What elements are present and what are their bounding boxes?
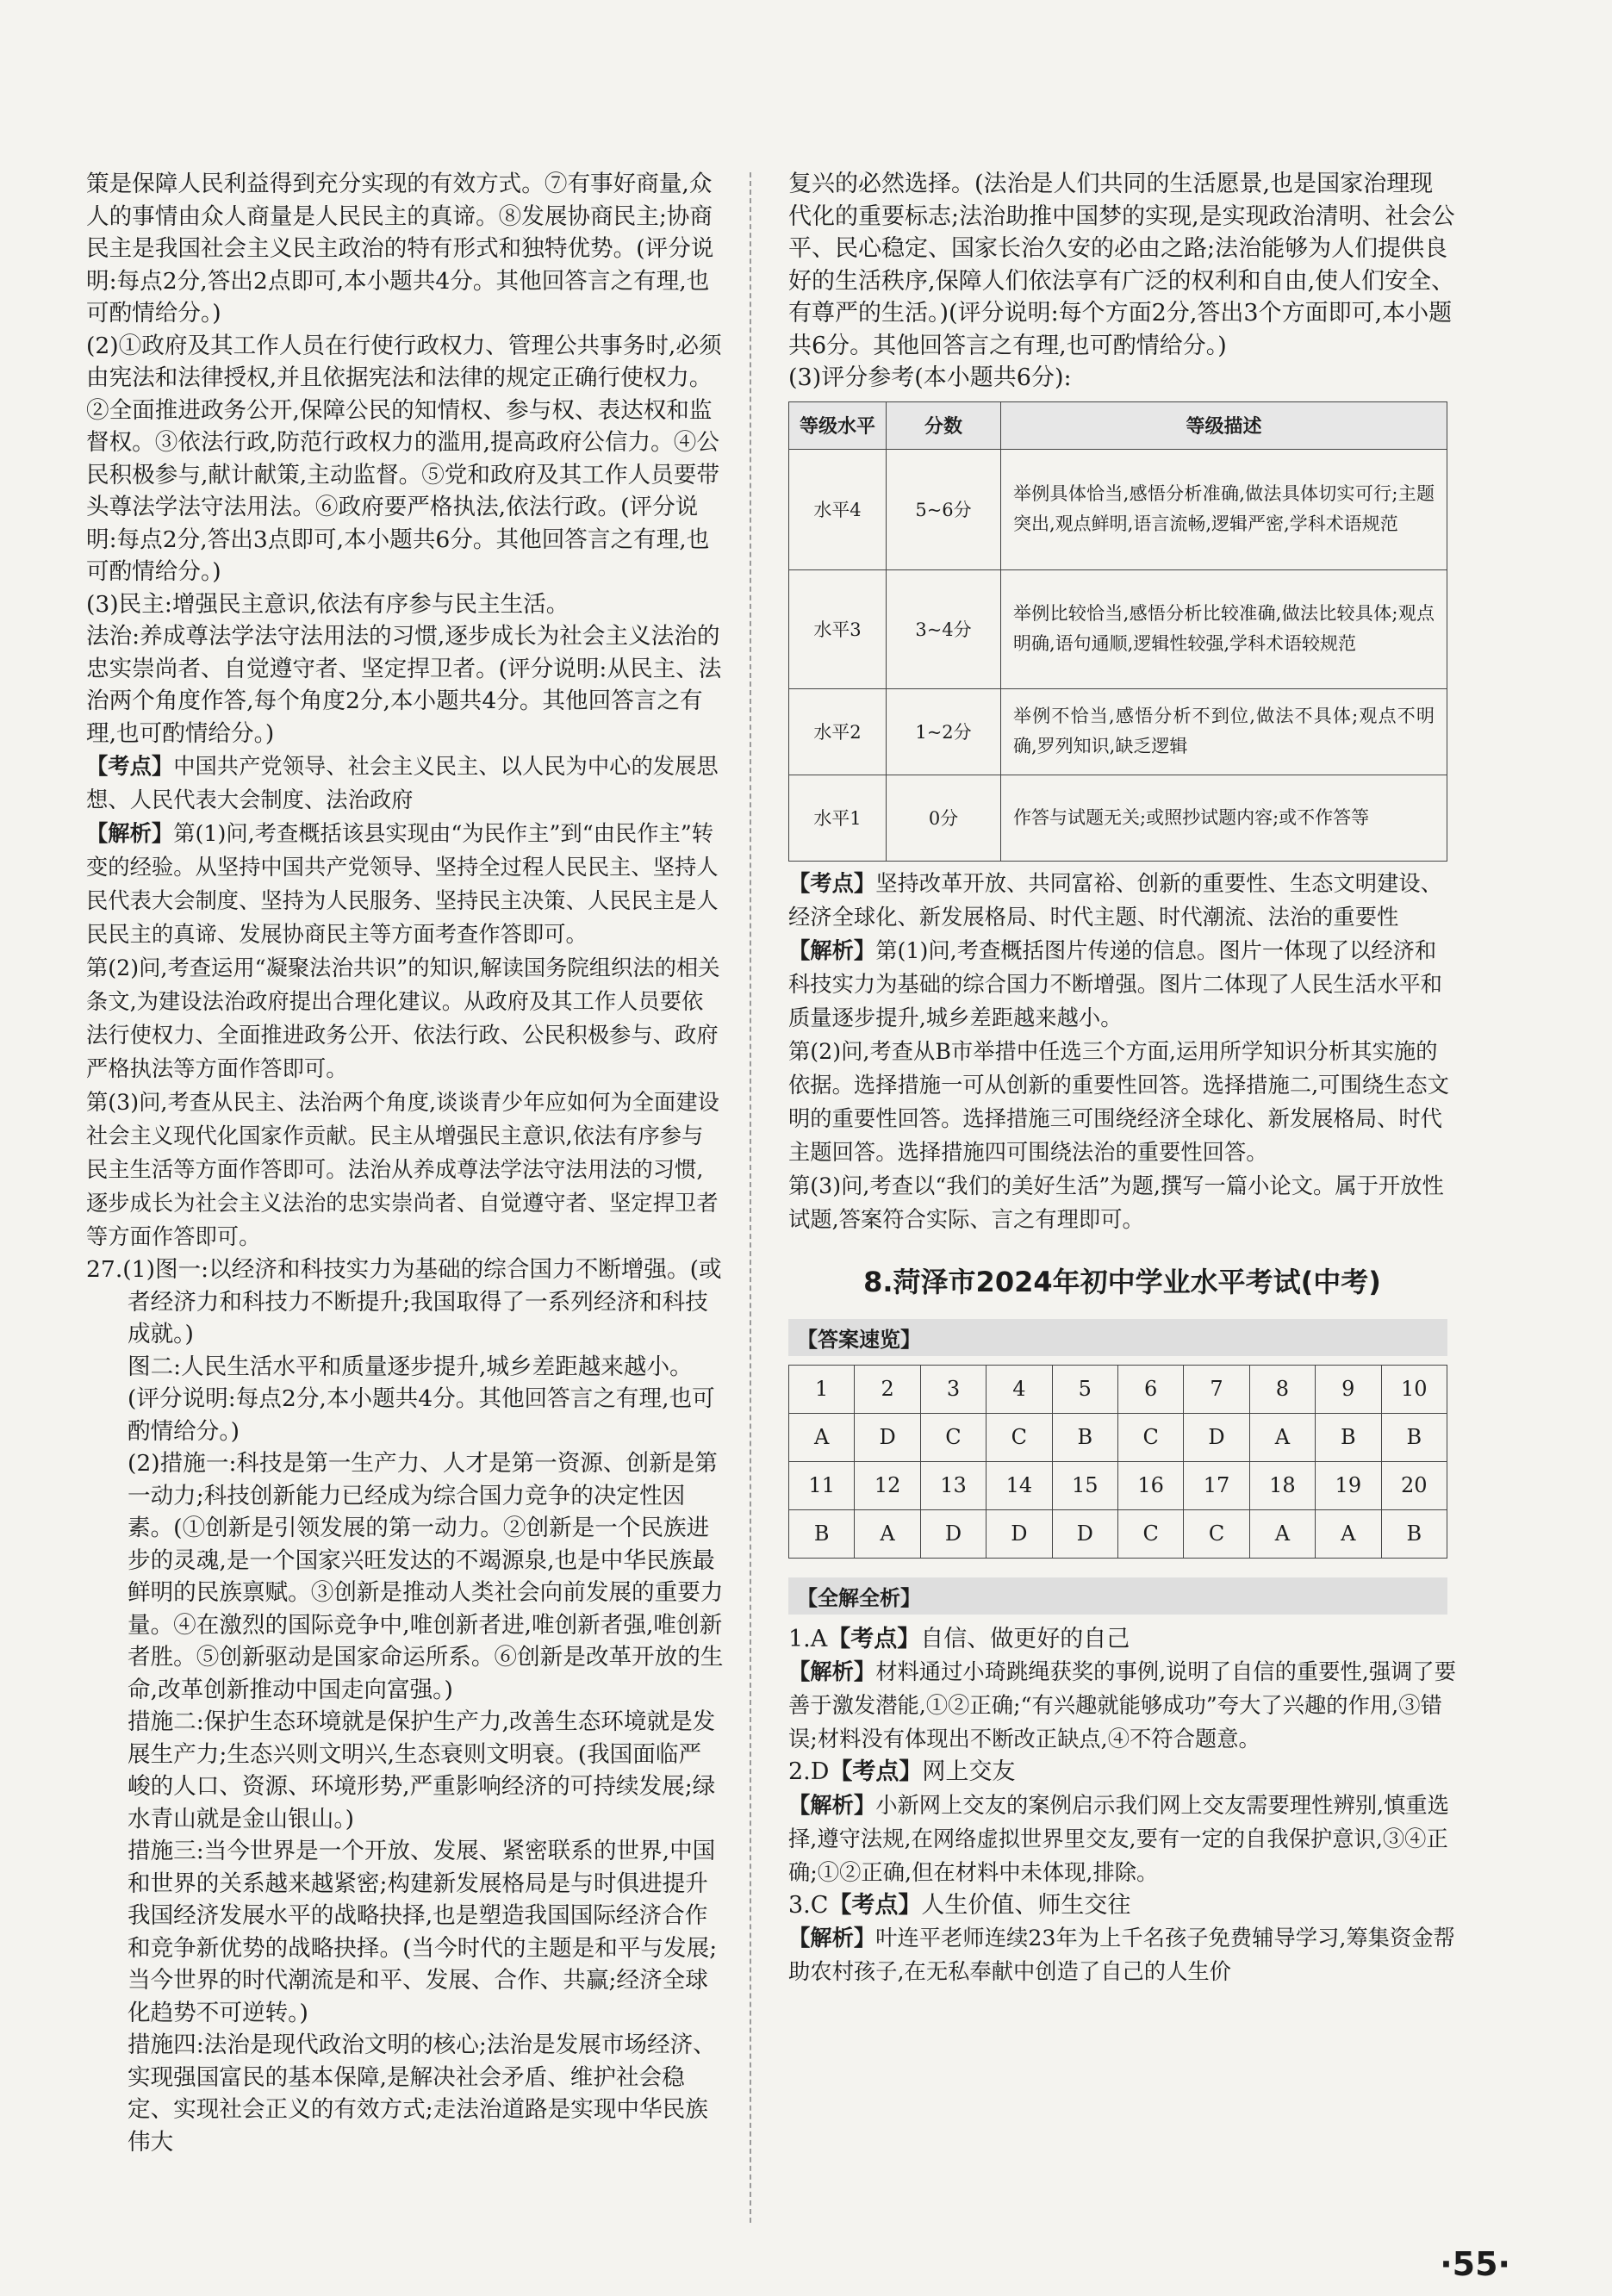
answer-cell: B <box>789 1509 855 1558</box>
answer-cell: A <box>1316 1509 1381 1558</box>
answer-cell: C <box>1184 1509 1249 1558</box>
paragraph-text: (2)①政府及其工作人员在行使行政权力、管理公共事务时,必须由宪法和法律授权,并且依据宪法和法律的规定正确行使权力。②全面推进政务公开,保障公民的知情权、参与权、表达权和监督权。③依法行政,防范行政权力的滥用,提高政府公信力。④公民积极参与,献计献策,主动监督。⑤党和政府及其工作人员要带头尊法学法守法用法。⑥政府要严格执法,依法行政。(评分说明:每点2分,答出3点即可,本小题共6分。其他回答言之有理,也可酌情给分。) <box>86 332 722 585</box>
topic-text: 网上交友 <box>922 1758 1016 1785</box>
answer-row <box>789 1365 1447 1413</box>
score-cell: 5~6分 <box>887 449 1001 569</box>
paragraph-text: (2)措施一:科技是第一生产力、人才是第一资源、创新是第一动力;科技创新能力已经成为综合国力竞争的决定性因素。(①创新是引领发展的第一动力。②创新是一个民族进步的灵魂,是一个国家兴旺发达的不竭源泉,也是中华民族最鲜明的民族禀赋。③创新是推动人类社会向前发展的重要力量。④在激烈的国际竞争中,唯创新者进,唯创新者强,唯创新者胜。⑤创新驱动是国家命运所系。⑥创新是改革开放的生命,改革创新推动中国走向富强。) <box>128 1450 724 1703</box>
paragraph-text: 措施二:保护生态环境就是保护生产力,改善生态环境就是发展生产力;生态兴则文明兴,生态衰则文明衰。(我国面临严峻的人口、资源、环境形势,严重影响经济的可持续发展;绿水青山就是金山银山。) <box>128 1708 716 1832</box>
analysis-item <box>788 1756 1456 1889</box>
topic-text: 人生价值、师生交往 <box>921 1891 1131 1919</box>
item-topic-line <box>788 1623 1456 1656</box>
paragraph-text: (3)民主:增强民主意识,依法有序参与民主生活。 <box>86 590 569 618</box>
item-analysis-line <box>788 1789 1456 1889</box>
table-row <box>789 775 1447 861</box>
grading-table <box>788 401 1447 862</box>
answer-row <box>789 1461 1447 1509</box>
paragraph: 复兴的必然选择。(法治是人们共同的生活愿景,也是国家治理现代化的重要标志;法治助推中国梦的实现,是实现政治清明、社会公平、民心稳定、国家长治久安的必由之路;法治能够为人们提供良好的生活秩序,保障人们依法享有广泛的权利和自由,使人们安全、有尊严的生活。)(评分说明:每个方面2分,答出3个方面即可,本小题共6分。其他回答言之有理,也可酌情给分。) <box>788 171 1455 359</box>
answer-cell: 8 <box>1249 1365 1315 1413</box>
analysis-tag: 【解析】 <box>788 1925 876 1951</box>
answer-overview-heading: 【答案速览】 <box>788 1319 1447 1356</box>
analysis-item <box>788 1623 1456 1757</box>
question-27-answer <box>86 1254 724 2158</box>
paragraph-text: 第(1)问,考查概括图片传递的信息。图片一体现了以经济和科技实力为基础的综合国力不断增强。图片二体现了人民生活水平和质量逐步提升,城乡差距越来越小。 <box>788 937 1442 1030</box>
table-header: 等级描述 <box>1001 401 1447 449</box>
paragraph <box>788 1169 1456 1236</box>
score-cell: 1~2分 <box>887 688 1001 775</box>
answer-cell: D <box>986 1509 1052 1558</box>
paragraph-text: 第(2)问,考查运用“凝聚法治共识”的知识,解读国务院组织法的相关条文,为建设法治政府提出合理化建议。从政府及其工作人员要依法行使权力、全面推进政务公开、依法行政、公民积极参与、政府严格执法等方面作答即可。 <box>86 955 720 1081</box>
answer-cell: D <box>855 1413 920 1461</box>
answer-cell: D <box>1184 1413 1249 1461</box>
answer-cell: 13 <box>920 1461 986 1509</box>
paragraph-text: (1)图一:以经济和科技实力为基础的综合国力不断增强。(或者经济力和科技力不断提升;我国取得了一系列经济和科技成就。) <box>122 1256 722 1347</box>
answer-cell: C <box>986 1413 1052 1461</box>
level-cell: 水平2 <box>789 688 887 775</box>
paragraph: (3)评分参考(本小题共6分): <box>788 364 1072 391</box>
paragraph-text: 坚持改革开放、共同富裕、创新的重要性、生态文明建设、经济全球化、新发展格局、时代主题、时代潮流、法治的重要性 <box>788 870 1442 930</box>
paragraph <box>86 330 724 588</box>
item-number: 3.C <box>788 1891 829 1919</box>
analysis-text: 材料通过小琦跳绳获奖的事例,说明了自信的重要性,强调了要善于激发潜能,①②正确;“有兴趣就能够成功”夸大了兴趣的作用,③错误;材料没有体现出不断改正缺点,④不符合题意。 <box>788 1659 1457 1752</box>
analysis-item <box>788 1889 1456 1989</box>
answer-cell: C <box>1117 1413 1183 1461</box>
paragraph <box>86 168 724 330</box>
item-number: 1.A <box>788 1625 828 1652</box>
paragraph <box>86 2029 724 2158</box>
page-number: ·55· <box>1440 2245 1510 2283</box>
paragraph <box>86 1254 724 1351</box>
answer-table <box>788 1365 1447 1559</box>
score-cell: 0分 <box>887 775 1001 861</box>
answer-cell: 2 <box>855 1365 920 1413</box>
answer-cell: A <box>855 1509 920 1558</box>
paragraph-text: 第(2)问,考查从B市举措中任选三个方面,运用所学知识分析其实施的依据。选择措施一可从创新的重要性回答。选择措施二,可围绕生态文明的重要性回答。选择措施三可围绕经济全球化、新发展格局、时代主题回答。选择措施四可围绕法治的重要性回答。 <box>788 1038 1449 1165</box>
item-number: 2.D <box>788 1758 830 1785</box>
analysis-tag: 【解析】 <box>788 1658 876 1684</box>
paragraph-text: 法治:养成尊法学法守法用法的习惯,逐步成长为社会主义法治的忠实崇尚者、自觉遵守者、坚定捍卫者。(评分说明:从民主、法治两个角度作答,每个角度2分,本小题共4分。其他回答言之有理,也可酌情给分。) <box>86 623 722 747</box>
item-topic-line <box>788 1756 1456 1789</box>
level-cell: 水平1 <box>789 775 887 861</box>
answer-cell: 3 <box>920 1365 986 1413</box>
left-column <box>86 168 724 2158</box>
description-cell: 举例具体恰当,感悟分析准确,做法具体切实可行;主题突出,观点鲜明,语言流畅,逻辑严密,学科术语规范 <box>1001 449 1447 569</box>
paragraph <box>788 867 1456 934</box>
topic-tag: 【考点】 <box>828 1891 922 1919</box>
answer-cell: B <box>1381 1509 1447 1558</box>
item-analysis-line <box>788 1655 1456 1756</box>
answer-cell: 5 <box>1052 1365 1117 1413</box>
section-tag: 【解析】 <box>86 820 174 846</box>
answer-cell: 7 <box>1184 1365 1249 1413</box>
section-title: 8.菏泽市2024年初中学业水平考试(中考) <box>863 1265 1381 1298</box>
score-cell: 3~4分 <box>887 569 1001 688</box>
paragraph <box>86 1351 724 1448</box>
paragraph <box>86 1835 724 2029</box>
paragraph <box>788 1035 1456 1169</box>
paragraph-text: 策是保障人民利益得到充分实现的有效方式。⑦有事好商量,众人的事情由众人商量是人民民主的真谛。⑧发展协商民主;协商民主是我国社会主义民主政治的特有形式和独特优势。(评分说明:每点2分,答出2点即可,本小题共4分。其他回答言之有理,也可酌情给分。) <box>86 171 714 327</box>
question-number: 27. <box>86 1256 123 1283</box>
answer-cell: B <box>1316 1413 1381 1461</box>
topic-tag: 【考点】 <box>827 1625 921 1652</box>
analysis-text: 小新网上交友的案例启示我们网上交友需要理性辨别,慎重选择,遵守法规,在网络虚拟世界里交友,要有一定的自我保护意识,③④正确;①②正确,但在材料中未体现,排除。 <box>788 1792 1449 1885</box>
answer-cell: 20 <box>1381 1461 1447 1509</box>
table-header: 分数 <box>887 401 1001 449</box>
paragraph-text: 第(1)问,考查概括该县实现由“为民作主”到“由民作主”转变的经验。从坚持中国共产党领导、坚持全过程人民民主、坚持人民代表大会制度、坚持为人民服务、坚持民主决策、人民民主是人民民主的真谛、发展协商民主等方面考查作答即可。 <box>86 821 719 947</box>
answer-cell: 12 <box>855 1461 920 1509</box>
paragraph-text: 第(3)问,考查从民主、法治两个角度,谈谈青少年应如何为全面建设社会主义现代化国家作贡献。民主从增强民主意识,依法有序参与民主生活等方面作答即可。法治从养成尊法学法守法用法的习惯,逐步成长为社会主义法治的忠实崇尚者、自觉遵守者、坚定捍卫者等方面作答即可。 <box>86 1090 719 1249</box>
answer-cell: 15 <box>1052 1461 1117 1509</box>
paragraph <box>86 620 724 750</box>
answer-cell: 6 <box>1117 1365 1183 1413</box>
paragraph <box>86 817 724 951</box>
analysis-tag: 【解析】 <box>788 1791 876 1818</box>
paragraph <box>86 588 724 621</box>
answer-cell: C <box>1117 1509 1183 1558</box>
answer-cell: 1 <box>789 1365 855 1413</box>
answer-cell: D <box>920 1509 986 1558</box>
answer-cell: 10 <box>1381 1365 1447 1413</box>
paragraph <box>86 1706 724 1835</box>
column-divider <box>750 172 751 2223</box>
answer-cell: B <box>1052 1413 1117 1461</box>
topic-text: 自信、做更好的自己 <box>920 1625 1130 1652</box>
paragraph-text: 图二:人民生活水平和质量逐步提升,城乡差距越来越小。(评分说明:每点2分,本小题共4分。其他回答言之有理,也可酌情给分。) <box>128 1353 715 1445</box>
answer-cell: B <box>1381 1413 1447 1461</box>
paragraph <box>788 934 1456 1035</box>
answer-cell: 4 <box>986 1365 1052 1413</box>
answer-cell: 9 <box>1316 1365 1381 1413</box>
item-analysis-line <box>788 1921 1456 1988</box>
paragraph-text: 措施三:当今世界是一个开放、发展、紧密联系的世界,中国和世界的关系越来越紧密;构建新发展格局是与时俱进提升我国经济发展水平的战略抉择,也是塑造我国国际经济合作和竞争新优势的战略抉择。(当今时代的主题是和平与发展;当今世界的时代潮流是和平、发展、合作、共赢;经济全球化趋势不可逆转。) <box>128 1838 718 2026</box>
table-row <box>789 449 1447 569</box>
answer-cell: A <box>1249 1509 1315 1558</box>
answer-cell: 14 <box>986 1461 1052 1509</box>
paragraph-text: 措施四:法治是现代政治文明的核心;法治是发展市场经济、实现强国富民的基本保障,是解决社会矛盾、维护社会稳定、实现社会正义的有效方式;走法治道路是实现中华民族伟大 <box>128 2032 716 2156</box>
description-cell: 举例比较恰当,感悟分析比较准确,做法比较具体;观点明确,语句通顺,逻辑性较强,学科术语较规范 <box>1001 569 1447 688</box>
level-cell: 水平4 <box>789 449 887 569</box>
table-row <box>789 569 1447 688</box>
paragraph <box>86 1447 724 1706</box>
answer-cell: D <box>1052 1509 1117 1558</box>
section-tag: 【解析】 <box>788 936 876 963</box>
paragraph-text: 中国共产党领导、社会主义民主、以人民为中心的发展思想、人民代表大会制度、法治政府 <box>86 754 719 812</box>
paragraph <box>86 951 724 1086</box>
description-cell: 作答与试题无关;或照抄试题内容;或不作答等 <box>1001 775 1447 861</box>
answer-cell: A <box>1249 1413 1315 1461</box>
answer-row <box>789 1509 1447 1558</box>
answer-cell: C <box>920 1413 986 1461</box>
paragraph-text: 第(3)问,考查以“我们的美好生活”为题,撰写一篇小论文。属于开放性试题,答案符合实际、言之有理即可。 <box>788 1173 1444 1232</box>
description-cell: 举例不恰当,感悟分析不到位,做法不具体;观点不明确,罗列知识,缺乏逻辑 <box>1001 688 1447 775</box>
paragraph <box>86 750 724 817</box>
table-header: 等级水平 <box>789 401 887 449</box>
table-row <box>789 688 1447 775</box>
answer-cell: 19 <box>1316 1461 1381 1509</box>
topic-tag: 【考点】 <box>829 1758 923 1785</box>
paragraph <box>86 1086 724 1254</box>
section-tag: 【考点】 <box>788 869 876 896</box>
analysis-text: 叶连平老师连续23年为上千名孩子免费辅导学习,筹集资金帮助农村孩子,在无私奉献中创造了自己的人生价 <box>788 1926 1455 1984</box>
answer-cell: 16 <box>1117 1461 1183 1509</box>
answer-row <box>789 1413 1447 1461</box>
answer-cell: A <box>789 1413 855 1461</box>
answer-cell: 17 <box>1184 1461 1249 1509</box>
answer-cell: 11 <box>789 1461 855 1509</box>
level-cell: 水平3 <box>789 569 887 688</box>
right-column <box>788 168 1456 1988</box>
full-analysis-heading: 【全解全析】 <box>788 1577 1447 1615</box>
section-tag: 【考点】 <box>86 753 174 779</box>
item-topic-line <box>788 1889 1456 1922</box>
answer-cell: 18 <box>1249 1461 1315 1509</box>
